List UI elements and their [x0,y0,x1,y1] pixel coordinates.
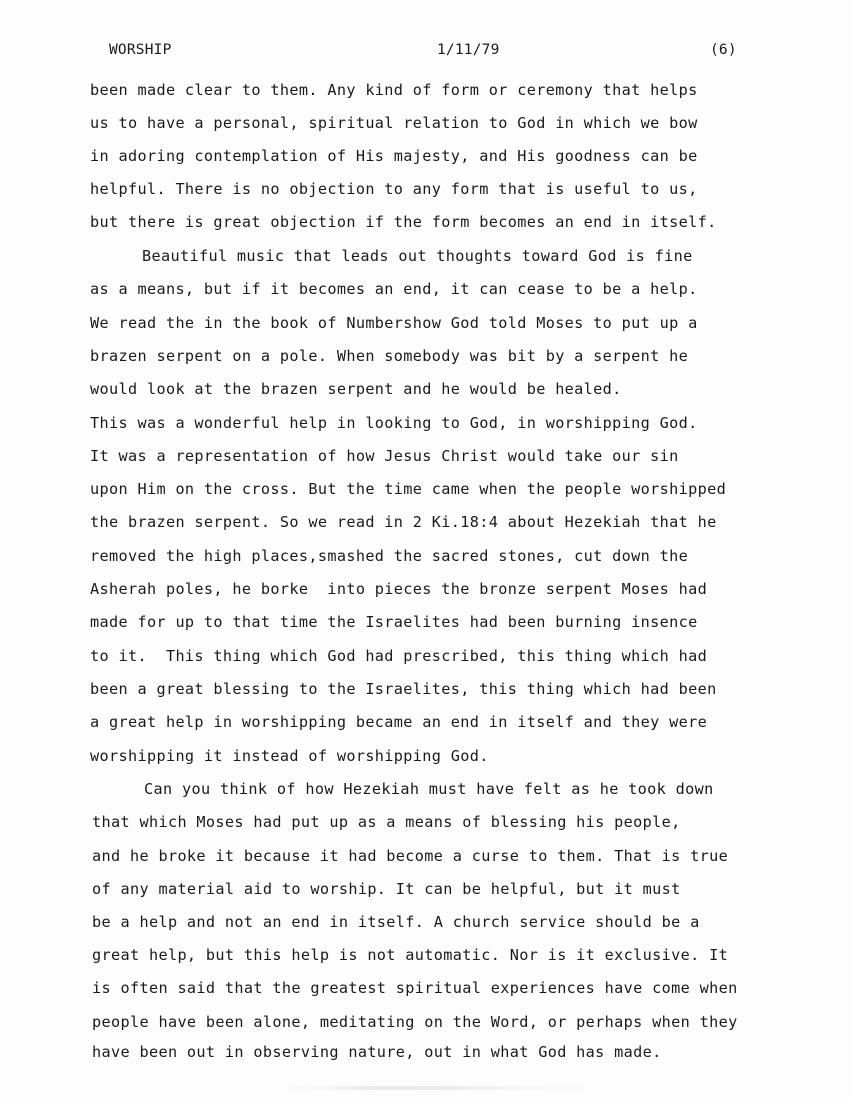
text-line: worshipping it instead of worshipping God. [90,747,489,765]
header-page-number: (6) [710,42,737,58]
text-line: the brazen serpent. So we read in 2 Ki.18:4 about Hezekiah that he [90,513,717,531]
text-line: upon Him on the cross. But the time came when the people worshipped [90,480,727,498]
text-line: but there is great objection if the form becomes an end in itself. [90,213,717,231]
text-line: great help, but this help is not automatic. Nor is it exclusive. It [92,946,729,964]
text-line: have been out in observing nature, out in what God has made. [92,1043,662,1061]
text-line: been a great blessing to the Israelites, this thing which had been [90,680,717,698]
text-line: is often said that the greatest spiritual experiences have come when [92,979,738,997]
text-line: removed the high places,smashed the sacred stones, cut down the [90,547,689,565]
text-line: as a means, but if it becomes an end, it can cease to be a help. [90,280,698,298]
text-line: in adoring contemplation of His majesty, and His goodness can be [90,147,698,165]
text-line: Asherah poles, he borke into pieces the bronze serpent Moses had [90,580,708,598]
text-line: us to have a personal, spiritual relation to God in which we bow [90,114,698,132]
text-line: of any material aid to worship. It can be helpful, but it must [92,880,681,898]
text-line: This was a wonderful help in looking to God, in worshipping God. [90,414,698,432]
text-line: We read the in the book of Numbershow God told Moses to put up a [90,314,698,332]
text-line: be a help and not an end in itself. A church service should be a [92,913,700,931]
text-line: would look at the brazen serpent and he would be healed. [90,380,622,398]
text-line: been made clear to them. Any kind of form or ceremony that helps [90,81,698,99]
text-line-paragraph-start: Beautiful music that leads out thoughts toward God is fine [142,247,693,265]
text-line: a great help in worshipping became an end in itself and they were [90,713,708,731]
scan-smudge [280,1086,610,1090]
header-title: WORSHIP [109,42,172,58]
text-line-paragraph-start: Can you think of how Hezekiah must have felt as he took down [144,780,714,798]
text-line: people have been alone, meditating on the Word, or perhaps when they [92,1013,738,1031]
text-line: that which Moses had put up as a means of blessing his people, [92,813,681,831]
header-date: 1/11/79 [437,42,500,58]
text-line: It was a representation of how Jesus Christ would take our sin [90,447,679,465]
text-line: to it. This thing which God had prescribed, this thing which had [90,647,708,665]
text-line: and he broke it because it had become a curse to them. That is true [92,847,729,865]
text-line: made for up to that time the Israelites had been burning insence [90,613,698,631]
text-line: helpful. There is no objection to any form that is useful to us, [90,180,698,198]
text-line: brazen serpent on a pole. When somebody was bit by a serpent he [90,347,689,365]
